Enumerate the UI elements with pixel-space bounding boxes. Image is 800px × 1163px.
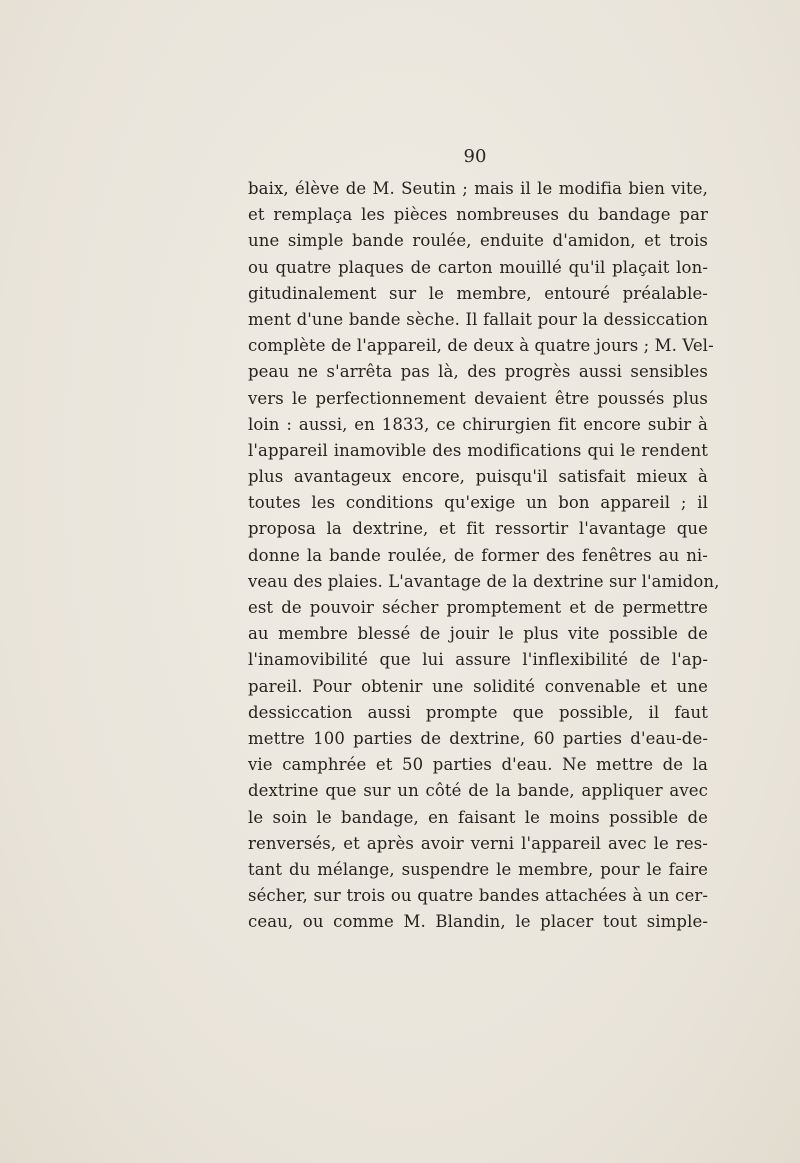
text-line: dextrine que sur un côté de la bande, appliquer avec [248, 781, 708, 801]
text-line: proposa la dextrine, et fit ressortir l'avantage que [248, 519, 708, 539]
text-line: complète de l'appareil, de deux à quatre jours ; M. Vel- [248, 336, 714, 356]
text-line: veau des plaies. L'avantage de la dextrine sur l'amidon, [248, 571, 720, 591]
text-line: ment d'une bande sèche. Il fallait pour la dessiccation [248, 309, 708, 329]
text-line: une simple bande roulée, enduite d'amidon, et trois [248, 231, 708, 251]
text-line: loin : aussi, en 1833, ce chirurgien fit encore subir à [248, 414, 708, 434]
text-line: sécher, sur trois ou quatre bandes attachées à un cer- [248, 886, 708, 906]
text-line: vers le perfectionnement devaient être poussés plus [248, 388, 708, 408]
text-line: l'inamovibilité que lui assure l'inflexibilité de l'ap- [248, 650, 708, 670]
text-line: pareil. Pour obtenir une solidité convenable et une [248, 676, 708, 696]
text-line: dessiccation aussi prompte que possible, il faut [248, 702, 708, 722]
text-line: gitudinalement sur le membre, entouré préalable- [248, 283, 708, 303]
text-line: peau ne s'arrêta pas là, des progrès aussi sensibles [248, 362, 708, 382]
text-line: au membre blessé de jouir le plus vite possible de [248, 624, 708, 644]
text-line: ceau, ou comme M. Blandin, le placer tout simple- [248, 912, 708, 932]
text-line: baix, élève de M. Seutin ; mais il le modifia bien vite, [248, 179, 708, 198]
text-line: plus avantageux encore, puisqu'il satisfait mieux à [248, 467, 708, 487]
text-line: est de pouvoir sécher promptement et de permettre [248, 598, 708, 617]
text-line: l'appareil inamovible des modifications qui le rendent [248, 440, 708, 460]
text-line: renversés, et après avoir verni l'appareil avec le res- [248, 833, 708, 853]
text-line: le soin le bandage, en faisant le moins possible de [248, 807, 708, 827]
text-line: donne la bande roulée, de former des fenêtres au ni- [248, 545, 708, 565]
page-number: 90 [463, 146, 487, 167]
text-line: mettre 100 parties de dextrine, 60 parties d'eau-de- [248, 728, 708, 748]
text-line: tant du mélange, suspendre le membre, pour le faire [248, 859, 708, 879]
text-line: toutes les conditions qu'exige un bon appareil ; il [248, 493, 708, 513]
body-text [248, 176, 720, 935]
text-line: vie camphrée et 50 parties d'eau. Ne mettre de la [248, 755, 708, 775]
text-line: ou quatre plaques de carton mouillé qu'il plaçait lon- [248, 257, 708, 277]
text-line: et remplaça les pièces nombreuses du bandage par [248, 205, 708, 225]
